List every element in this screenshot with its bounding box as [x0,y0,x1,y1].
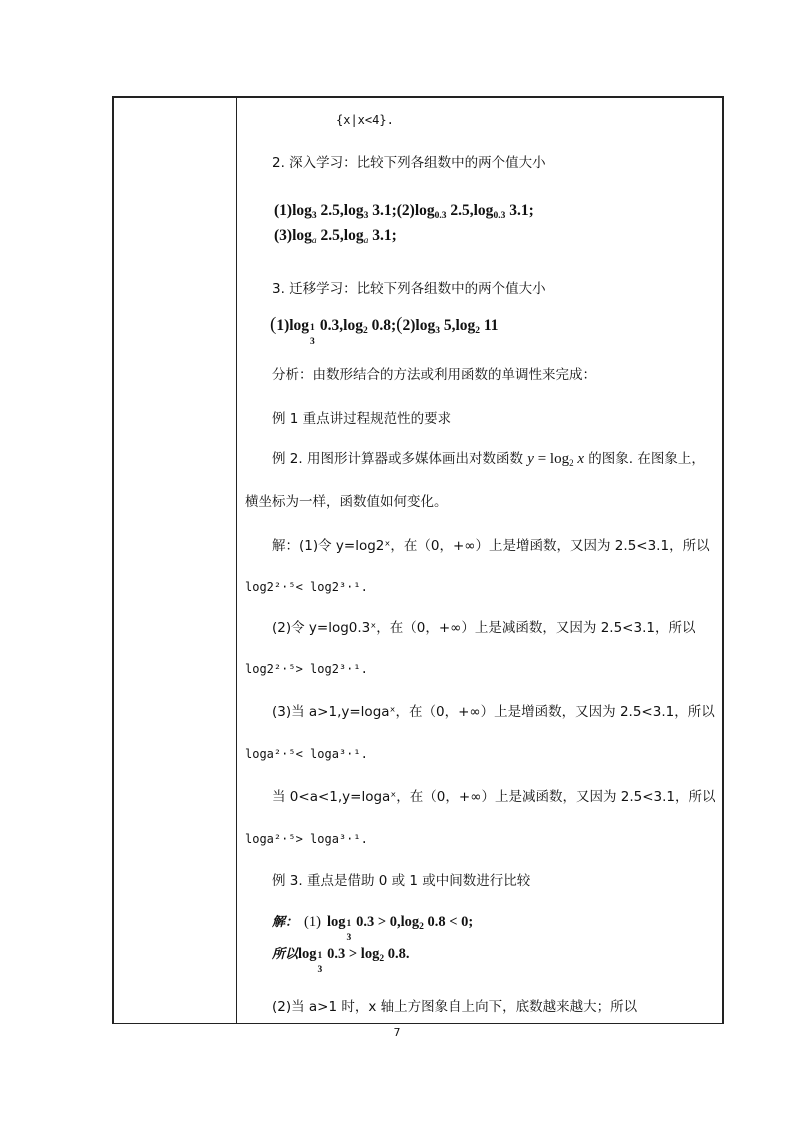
example-1-text: 例 1 重点讲过程规范性的要求 [272,411,452,427]
math-block-3: (1)log 1 3 $0.3,\log_2$ $0.8;(2)\log_3$ $5,\log_2$ 11 [270,314,499,347]
item-2-heading: 2. 深入学习：比较下列各组数中的两个值大小 [272,155,546,171]
solution-5-line-1: (2)当 a>1 时，x 轴上方图象自上向下，底数越来越大；所以 [272,999,638,1015]
example-2-line-2: 横坐标为一样，函数值如何变化。 [245,494,448,510]
column-divider [236,96,237,1024]
math-block-4-line-2: 所以log 1 3 $0.3 > \log_2 0.8$. [272,946,410,975]
math-block-2-line-2: $(3)\log_a$ $2.5,\log_a$ 3.1; [274,227,397,246]
solution-3-line-2: loga²·⁵< loga³·¹. [245,747,368,761]
solution-4-line-1: 当 0<a<1,y=logaˣ，在（0，+∞）上是减函数，又因为 2.5<3.1，所以 [272,789,716,805]
math-block-4-line-1: 解： (1) log 1 3 $0.3 > 0,\log_2$ 0.8 < 0; [272,914,474,943]
solution-4-line-2: loga²·⁵> loga³·¹. [245,832,368,846]
math-block-2-line-1: $(1)\log_3$ $2.5,\log_3$ $3.1;(2)\log_{0.3}$ $2.5,\log_{0.3}$ 3.1; [274,202,534,221]
example-3-text: 例 3. 重点是借助 0 或 1 或中间数进行比较 [272,873,531,889]
item-3-heading: 3. 迁移学习：比较下列各组数中的两个值大小 [272,281,546,297]
set-notation: {x|x<4}. [336,113,394,127]
solution-1-line-1: 解：(1)令 y=log2ˣ，在（0，+∞）上是增函数，又因为 2.5<3.1，所以 [272,538,710,554]
solution-3-line-1: (3)当 a>1,y=logaˣ，在（0，+∞）上是增函数，又因为 2.5<3.1，所以 [272,704,715,720]
analysis-text: 分析：由数形结合的方法或利用函数的单调性来完成： [272,367,596,383]
page-number: 7 [393,1026,401,1039]
example-2-line-1: 例 2. 用图形计算器或多媒体画出对数函数 $y = \log_2 x$ 的图象. 在图象上， [272,451,705,468]
solution-2-line-2: log2²·⁵> log2³·¹. [245,662,368,676]
solution-1-line-2: log2²·⁵< log2³·¹. [245,580,368,594]
solution-2-line-1: (2)令 y=log0.3ˣ，在（0，+∞）上是减函数，又因为 2.5<3.1，所以 [272,620,696,636]
